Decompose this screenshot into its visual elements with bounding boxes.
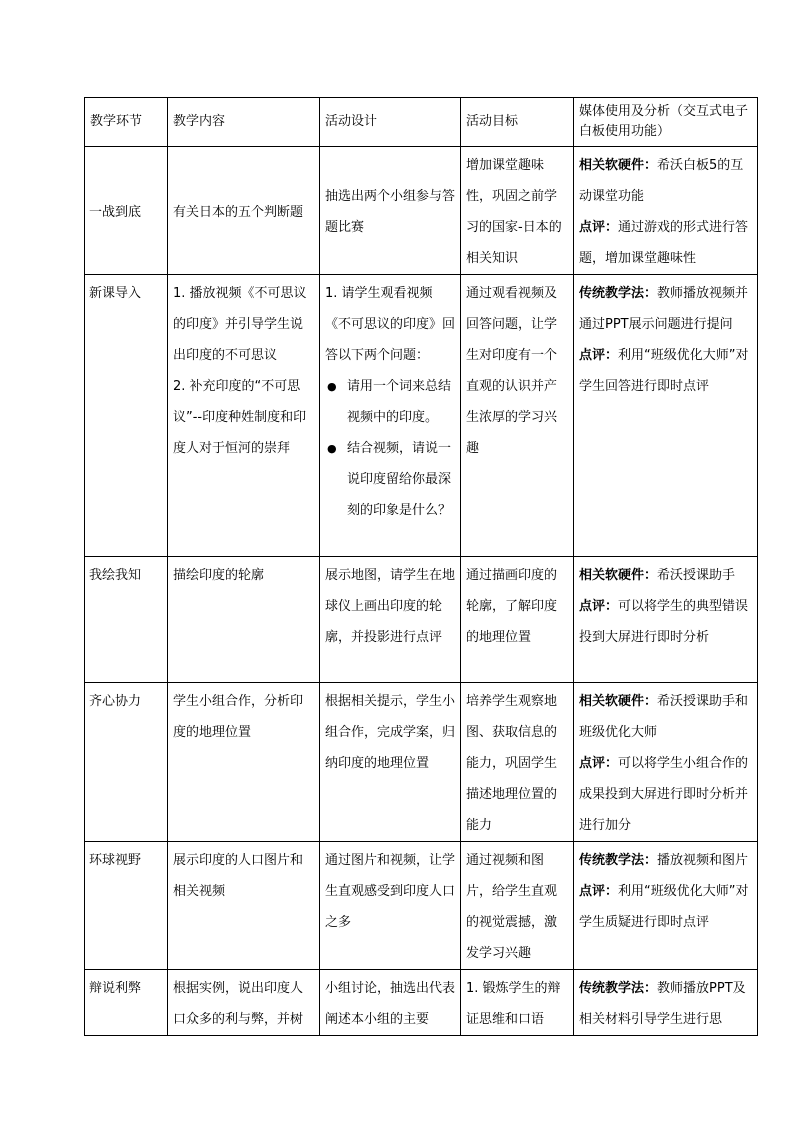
media-text: 希沃授课助手 [657, 568, 736, 583]
media-text: 播放视频和图片 [657, 853, 749, 868]
media-label: 传统教学法： [579, 853, 658, 868]
table-row [85, 683, 758, 842]
lesson-plan-table [84, 97, 758, 1036]
table-row [85, 147, 758, 275]
header-content: 教学内容 [168, 98, 320, 147]
media-label: 传统教学法： [579, 981, 658, 996]
media-label: 点评： [579, 348, 619, 363]
media-label: 点评： [579, 756, 619, 771]
activity-cell: 展示地图，请学生在地球仪上画出印度的轮廓，并投影进行点评 [320, 557, 461, 683]
media-cell [574, 147, 758, 275]
header-activity: 活动设计 [320, 98, 461, 147]
header-stage: 教学环节 [85, 98, 168, 147]
media-cell [574, 557, 758, 683]
activity-intro: 1. 请学生观看视频《不可思议的印度》回答以下两个问题： [325, 286, 456, 363]
header-media: 媒体使用及分析（交互式电子白板使用功能） [574, 98, 758, 147]
list-item: ● 结合视频，请说一说印度留给你最深刻的印象是什么？ [347, 433, 455, 526]
stage-cell: 我绘我知 [85, 557, 168, 683]
media-text: 可以将学生的典型错误投到大屏进行即时分析 [579, 599, 749, 645]
media-text: 教师播放视频并通过PPT展示问题进行提问 [579, 286, 749, 332]
goal-cell: 1. 锻炼学生的辩证思维和口语 [461, 970, 574, 1036]
content-cell: 学生小组合作，分析印度的地理位置 [168, 683, 320, 842]
table-row [85, 557, 758, 683]
stage-cell: 环球视野 [85, 842, 168, 970]
media-text: 教师播放PPT及相关材料引导学生进行思 [579, 981, 746, 1027]
media-label: 点评： [579, 884, 619, 899]
activity-cell: 小组讨论，抽选出代表阐述本小组的主要 [320, 970, 461, 1036]
list-item: ● 请用一个词来总结视频中的印度。 [347, 371, 455, 433]
stage-cell: 辩说利弊 [85, 970, 168, 1036]
activity-cell: 通过图片和视频，让学生直观感受到印度人口之多 [320, 842, 461, 970]
goal-cell: 通过视频和图片，给学生直观的视觉震撼，激发学习兴趣 [461, 842, 574, 970]
media-label: 传统教学法： [579, 286, 658, 301]
media-label: 相关软硬件： [579, 158, 658, 173]
media-text: 希沃授课助手和班级优化大师 [579, 694, 749, 740]
content-cell: 1. 播放视频《不可思议的印度》并引导学生说出印度的不可思议 2. 补充印度的“不可思议”--印度种姓制度和印度人对于恒河的崇拜 [168, 275, 320, 557]
stage-cell: 一战到底 [85, 147, 168, 275]
table-row [85, 275, 758, 557]
content-cell: 展示印度的人口图片和相关视频 [168, 842, 320, 970]
media-cell [574, 842, 758, 970]
goal-cell: 增加课堂趣味性，巩固之前学习的国家-日本的相关知识 [461, 147, 574, 275]
goal-cell: 培养学生观察地图、获取信息的能力，巩固学生描述地理位置的能力 [461, 683, 574, 842]
stage-cell: 新课导入 [85, 275, 168, 557]
content-cell: 描绘印度的轮廓 [168, 557, 320, 683]
table-header-row [85, 98, 758, 147]
media-text: 利用“班级优化大师”对学生质疑进行即时点评 [579, 884, 749, 930]
media-label: 点评： [579, 599, 619, 614]
activity-cell [320, 275, 461, 557]
stage-cell: 齐心协力 [85, 683, 168, 842]
media-cell [574, 970, 758, 1036]
media-label: 相关软硬件： [579, 568, 658, 583]
media-text: 可以将学生小组合作的成果投到大屏进行即时分析并进行加分 [579, 756, 749, 833]
media-label: 点评： [579, 220, 619, 235]
goal-cell: 通过描画印度的轮廓，了解印度的地理位置 [461, 557, 574, 683]
content-cell: 有关日本的五个判断题 [168, 147, 320, 275]
activity-cell: 抽选出两个小组参与答题比赛 [320, 147, 461, 275]
media-label: 相关软硬件： [579, 694, 658, 709]
activity-question-list [325, 371, 455, 526]
media-text: 希沃白板5的互动课堂功能 [579, 158, 744, 204]
media-text: 通过游戏的形式进行答题，增加课堂趣味性 [579, 220, 749, 266]
content-cell: 根据实例，说出印度人口众多的利与弊，并树 [168, 970, 320, 1036]
goal-cell: 通过观看视频及回答问题，让学生对印度有一个直观的认识并产生浓厚的学习兴趣 [461, 275, 574, 557]
table-row [85, 970, 758, 1036]
table-row [85, 842, 758, 970]
media-text: 利用“班级优化大师”对学生回答进行即时点评 [579, 348, 749, 394]
media-cell [574, 275, 758, 557]
media-cell [574, 683, 758, 842]
header-goal: 活动目标 [461, 98, 574, 147]
activity-cell: 根据相关提示，学生小组合作，完成学案，归纳印度的地理位置 [320, 683, 461, 842]
